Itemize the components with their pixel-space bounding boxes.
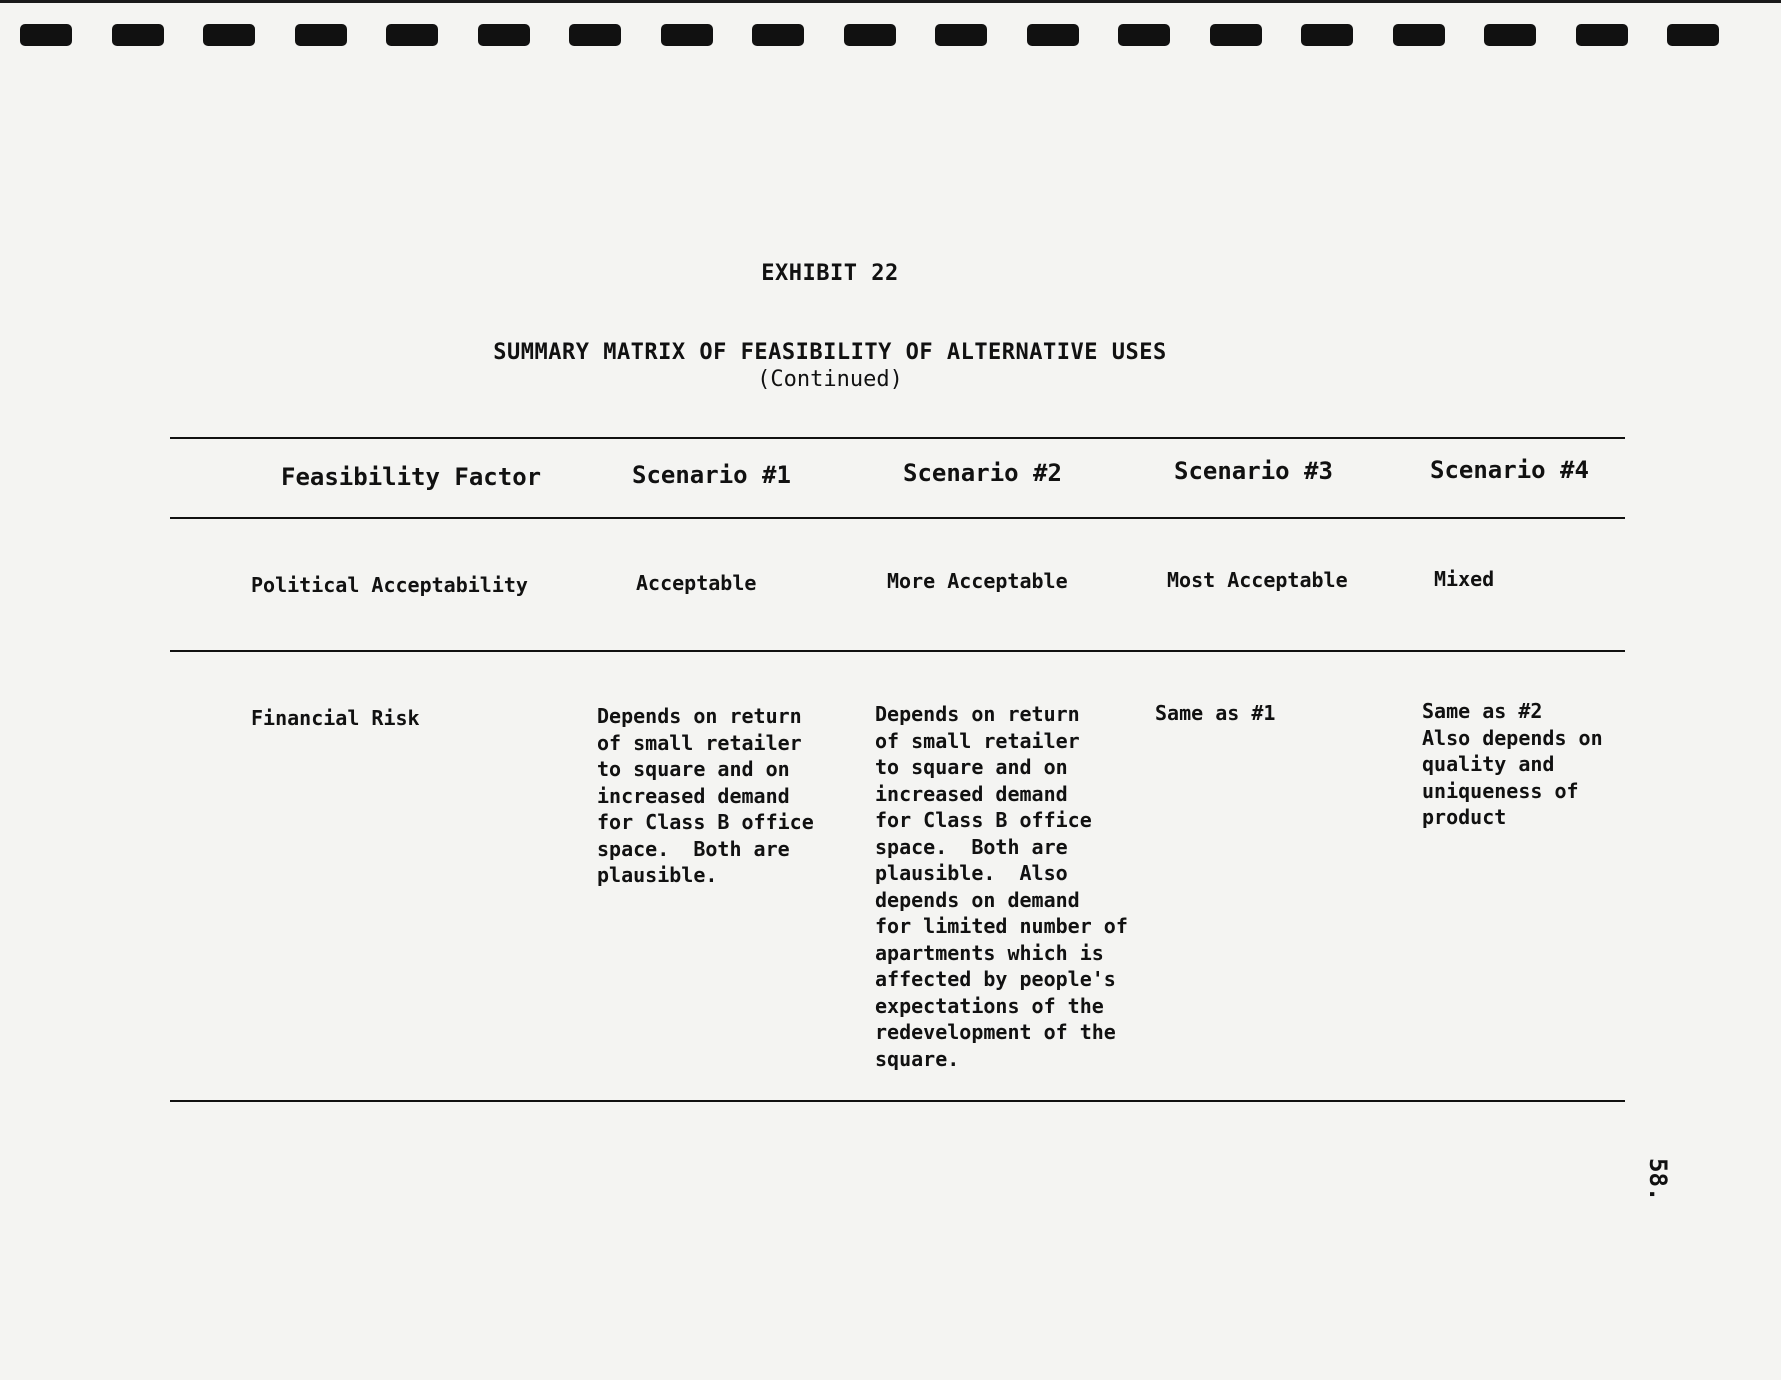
page-number: 58. <box>1644 1158 1672 1202</box>
cell-scenario-2: Depends on return of small retailer to square and on increased demand for Class B office space. Both are plausible. Also depends on demand for limited number of apartments which is affected by people's expectations of the redevelopment of the square. <box>875 702 1128 1071</box>
cell-scenario-3: Most Acceptable <box>1167 568 1348 592</box>
perforation-hole <box>1667 24 1719 46</box>
cell-scenario-1: Depends on return of small retailer to square and on increased demand for Class B office space. Both are plausible. <box>597 704 814 887</box>
perforation-hole <box>1393 24 1445 46</box>
perforation-hole <box>478 24 530 46</box>
document-title: SUMMARY MATRIX OF FEASIBILITY OF ALTERNATIVE USES <box>493 340 1167 365</box>
perforation-hole <box>569 24 621 46</box>
table-top-rule <box>170 437 1625 439</box>
perforation-hole <box>386 24 438 46</box>
page-top-edge <box>0 0 1781 3</box>
perforation-hole <box>1484 24 1536 46</box>
cell-scenario-4: Mixed <box>1434 567 1495 591</box>
header-bottom-rule <box>170 517 1625 519</box>
row-divider-rule <box>170 650 1625 652</box>
perforation-hole <box>1118 24 1170 46</box>
perforation-hole <box>1301 24 1353 46</box>
cell-scenario-1: Acceptable <box>636 571 757 595</box>
header-scenario-4: Scenario #4 <box>1430 456 1589 484</box>
header-feasibility-factor: Feasibility Factor <box>281 463 542 491</box>
perforation-hole <box>661 24 713 46</box>
perforation-hole <box>844 24 896 46</box>
header-scenario-2: Scenario #2 <box>903 459 1062 487</box>
perforation-hole <box>112 24 164 46</box>
perforation-hole <box>20 24 72 46</box>
cell-scenario-2: More Acceptable <box>887 569 1068 593</box>
perforation-strip <box>20 24 1730 50</box>
perforation-hole <box>1027 24 1079 46</box>
perforation-hole <box>935 24 987 46</box>
perforation-hole <box>295 24 347 46</box>
cell-scenario-3: Same as #1 <box>1155 701 1276 725</box>
row-factor-label: Financial Risk <box>251 706 420 730</box>
row-factor-label: Political Acceptability <box>251 573 528 597</box>
cell-scenario-4: Same as #2 Also depends on quality and uniqueness of product <box>1422 699 1603 829</box>
perforation-hole <box>1576 24 1628 46</box>
header-scenario-1: Scenario #1 <box>632 461 791 489</box>
document-subtitle: (Continued) <box>757 367 903 392</box>
perforation-hole <box>752 24 804 46</box>
exhibit-label: EXHIBIT 22 <box>761 261 899 286</box>
perforation-hole <box>1210 24 1262 46</box>
table-bottom-rule <box>170 1100 1625 1102</box>
perforation-hole <box>203 24 255 46</box>
header-scenario-3: Scenario #3 <box>1174 457 1333 485</box>
